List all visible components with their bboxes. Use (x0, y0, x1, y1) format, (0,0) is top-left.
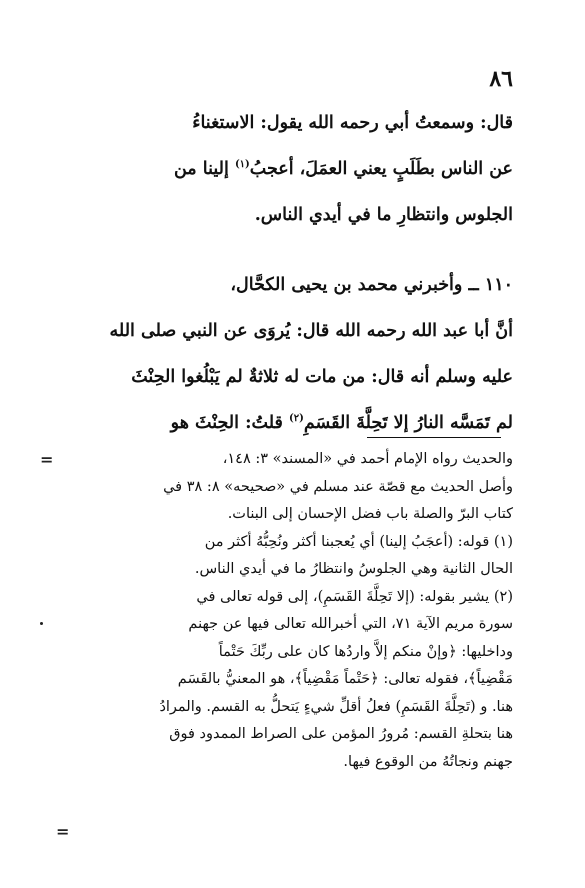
footnote-ref-2: (٢) (288, 413, 304, 425)
para1-line-2 (81, 146, 513, 192)
footnote-ref-1: (١) (234, 159, 250, 171)
footnote-line: هنا. و (تَحِلَّةَ القَسَمِ) فعلُ أقلِّ شيءٍ يَتحلُّ به القسم. والمرادُ (159, 698, 513, 715)
footnote-line: الحال الثانية وهي الجلوسُ وانتظارُ ما في أيدي الناس. (194, 561, 513, 577)
page-number: ٨٦ (489, 66, 513, 92)
footnote-line: هنا بتحلةِ القسم: مُرورُ المؤمن على الصراط الممدود فوق (169, 726, 513, 742)
continuation-mark-bottom: = (56, 822, 70, 841)
para2-line-4-text-a: لم تَمَسَّه النارُ إلا تَحِلَّةَ القَسَمِ (303, 413, 513, 433)
para1-line-2-text-a: عن الناس بطَلَبٍ يعني العمَلَ، أعجبُ (249, 159, 513, 179)
footnote-line: (٢) يشير بقوله: (إلا تَحِلَّةَ القَسَمِ)، إلى قوله تعالى في (196, 588, 513, 605)
para2-line-4-text-b: قلتُ: الحِنْثَ هو (170, 413, 289, 433)
footnotes (81, 446, 513, 776)
footnote-line: وأصل الحديث مع قصّة عند مسلم في «صحيحه» ٨: ٣٨ في (163, 478, 513, 495)
paragraph-2 (81, 262, 513, 446)
footnote-line: جهنم ونجاتُهُ من الوقوع فيها. (343, 753, 513, 770)
paragraph-1 (81, 100, 513, 238)
continuation-mark-top: = (40, 450, 54, 469)
footnote-line: (١) قوله: (أعجَبُ إلينا) أي يُعجبنا أكثر ونُحِبُّهُ أكثر من (204, 533, 513, 550)
para2-line-4 (81, 400, 513, 446)
footnote-line: مَقْضِياً﴾، فقوله تعالى: ﴿حَتْماً مَقْضِياً﴾، هو المعنيُّ بالقَسَم (177, 671, 513, 687)
footnote-line: سورة مريم الآية ٧١، التي أخبرالله تعالى فيها عن جهنم (188, 616, 513, 632)
footnote-divider (367, 437, 501, 438)
footnote-line: كتاب البرّ والصلة باب فضل الإحسان إلى البنات. (227, 506, 513, 522)
para1-line-1: قال: وسمعتُ أبي رحمه الله يقول: الاستغناءُ (192, 113, 513, 133)
para2-line-3: عليه وسلم أنه قال: من مات له ثلاثةٌ لم يَبْلُغوا الحِنْثَ (131, 367, 513, 387)
para2-line-1: ١١٠ ــ وأخبرني محمد بن يحيى الكحَّال، (230, 275, 513, 295)
footnote-line: وداخليها: ﴿وإنْ منكم إلاَّ واردُها كان على ربِّكَ حَتْماً (218, 643, 513, 660)
para2-line-2: أنَّ أبا عبد الله رحمه الله قال: يُروَى عن النبي صلى الله (109, 321, 513, 341)
footnote-line: والحديث رواه الإمام أحمد في «المسند» ٣: ١٤٨، (222, 451, 513, 467)
para1-line-3: الجلوس وانتظارِ ما في أيدي الناس. (254, 205, 513, 225)
page-speck (40, 622, 43, 625)
para1-line-2-text-b: إلينا من (173, 159, 235, 179)
